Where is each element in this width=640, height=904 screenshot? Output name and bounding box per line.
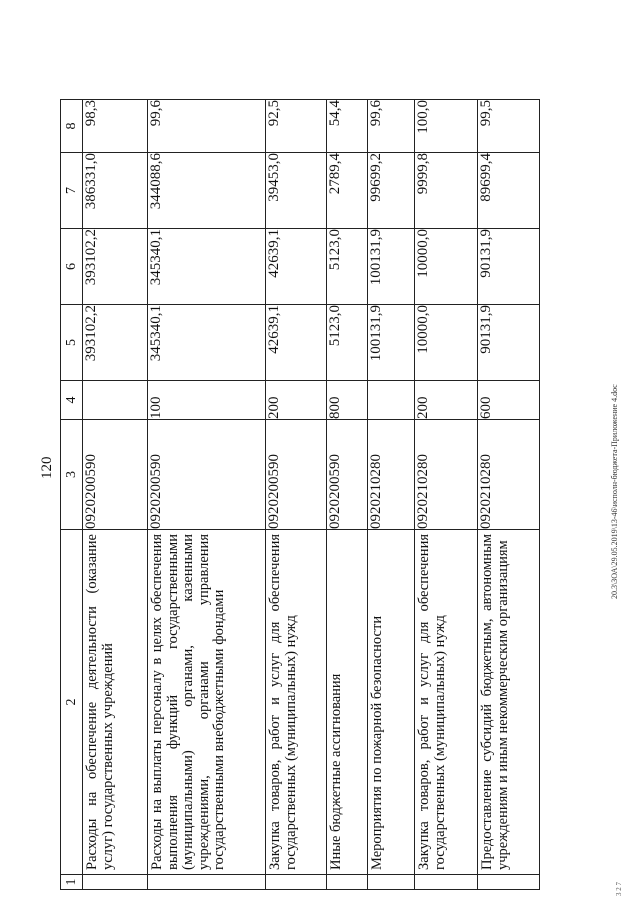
header-cell: 4 — [61, 381, 83, 420]
row-value-8: 99,6 — [148, 100, 266, 153]
header-cell: 8 — [61, 100, 83, 153]
table-row — [368, 100, 415, 890]
header-cell: 2 — [61, 530, 83, 875]
row-type — [83, 381, 148, 420]
header-cell: 1 — [61, 875, 83, 890]
table-row — [83, 100, 148, 890]
row-value-7: 386331,0 — [83, 153, 148, 229]
row-type: 200 — [266, 381, 327, 420]
row-value-6: 10000,0 — [415, 229, 478, 305]
row-name — [148, 530, 266, 875]
row-type — [368, 381, 415, 420]
row-code: 0920210280 — [368, 420, 415, 530]
table-row — [266, 100, 327, 890]
row-name — [266, 530, 327, 875]
header-cell: 5 — [61, 305, 83, 381]
row-name-text: Иные бюджетные ассигнования — [328, 673, 344, 870]
row-value-8: 92,5 — [266, 100, 327, 153]
row-name — [327, 530, 368, 875]
page-number: 120 — [39, 456, 55, 479]
row-name-text: Мероприятия по пожарной безопасности — [369, 615, 385, 870]
row-value-6: 100131,9 — [368, 229, 415, 305]
row-value-5: 345340,1 — [148, 305, 266, 381]
row-type: 100 — [148, 381, 266, 420]
row-value-6: 5123,0 — [327, 229, 368, 305]
row-value-8: 99,6 — [368, 100, 415, 153]
table-row — [148, 100, 266, 890]
row-value-5: 100131,9 — [368, 305, 415, 381]
row-name-text: Закупка товаров, работ и услуг для обеспечения государственных (муниципальных) нужд — [267, 534, 299, 870]
table-row — [415, 100, 478, 890]
row-value-8: 99,5 — [478, 100, 540, 153]
row-index-cell — [478, 875, 540, 890]
header-cell: 7 — [61, 153, 83, 229]
row-type: 200 — [415, 381, 478, 420]
header-cell: 6 — [61, 229, 83, 305]
row-type: 800 — [327, 381, 368, 420]
row-value-7: 344088,6 — [148, 153, 266, 229]
row-value-7: 99699,2 — [368, 153, 415, 229]
row-index-cell — [266, 875, 327, 890]
budget-table — [60, 99, 540, 890]
row-value-8: 54,4 — [327, 100, 368, 153]
table-row — [478, 100, 540, 890]
row-value-8: 100,0 — [415, 100, 478, 153]
row-value-6: 345340,1 — [148, 229, 266, 305]
row-value-5: 393102,2 — [83, 305, 148, 381]
row-index-cell — [83, 875, 148, 890]
row-code: 0920210280 — [415, 420, 478, 530]
row-name — [415, 530, 478, 875]
row-code: 0920200590 — [148, 420, 266, 530]
row-name-text: Расходы на обеспечение деятельности (оказание услуг) государственных учреждений — [84, 534, 116, 870]
row-index-cell — [148, 875, 266, 890]
row-value-7: 89699,4 — [478, 153, 540, 229]
table-row — [327, 100, 368, 890]
row-value-5: 90131,9 — [478, 305, 540, 381]
row-value-6: 393102,2 — [83, 229, 148, 305]
row-value-7: 2789,4 — [327, 153, 368, 229]
row-name-text: Расходы на выплаты персоналу в целях обеспечения выполнения функций государственными (муниципальными) органами, казенными учреждениями, органами управления государственными внебюджетными фондами — [149, 534, 227, 870]
row-value-5: 5123,0 — [327, 305, 368, 381]
row-name — [83, 530, 148, 875]
row-value-6: 42639,1 — [266, 229, 327, 305]
row-value-7: 39453,0 — [266, 153, 327, 229]
footer-path: 20.3\ЗОА\29.05.2019\13-46\исполн-бюджета-Приложение 4.doc — [610, 384, 619, 599]
row-index-cell — [415, 875, 478, 890]
row-code: 0920200590 — [266, 420, 327, 530]
row-value-8: 98,3 — [83, 100, 148, 153]
edge-marks: 3 2 7 — [615, 882, 623, 896]
row-code: 0920210280 — [478, 420, 540, 530]
row-index-cell — [368, 875, 415, 890]
row-name-text: Закупка товаров, работ и услуг для обеспечения государственных (муниципальных) нужд — [416, 534, 448, 870]
header-cell: 3 — [61, 420, 83, 530]
table-header-row — [61, 100, 83, 890]
row-value-7: 9999,8 — [415, 153, 478, 229]
row-name — [368, 530, 415, 875]
row-value-5: 42639,1 — [266, 305, 327, 381]
row-name-text: Предоставление субсидий бюджетным, автономным учреждениям и иным некоммерческим организациям — [479, 534, 511, 870]
row-type: 600 — [478, 381, 540, 420]
row-code: 0920200590 — [327, 420, 368, 530]
row-index-cell — [327, 875, 368, 890]
row-value-5: 10000,0 — [415, 305, 478, 381]
row-value-6: 90131,9 — [478, 229, 540, 305]
row-code: 0920200590 — [83, 420, 148, 530]
row-name — [478, 530, 540, 875]
